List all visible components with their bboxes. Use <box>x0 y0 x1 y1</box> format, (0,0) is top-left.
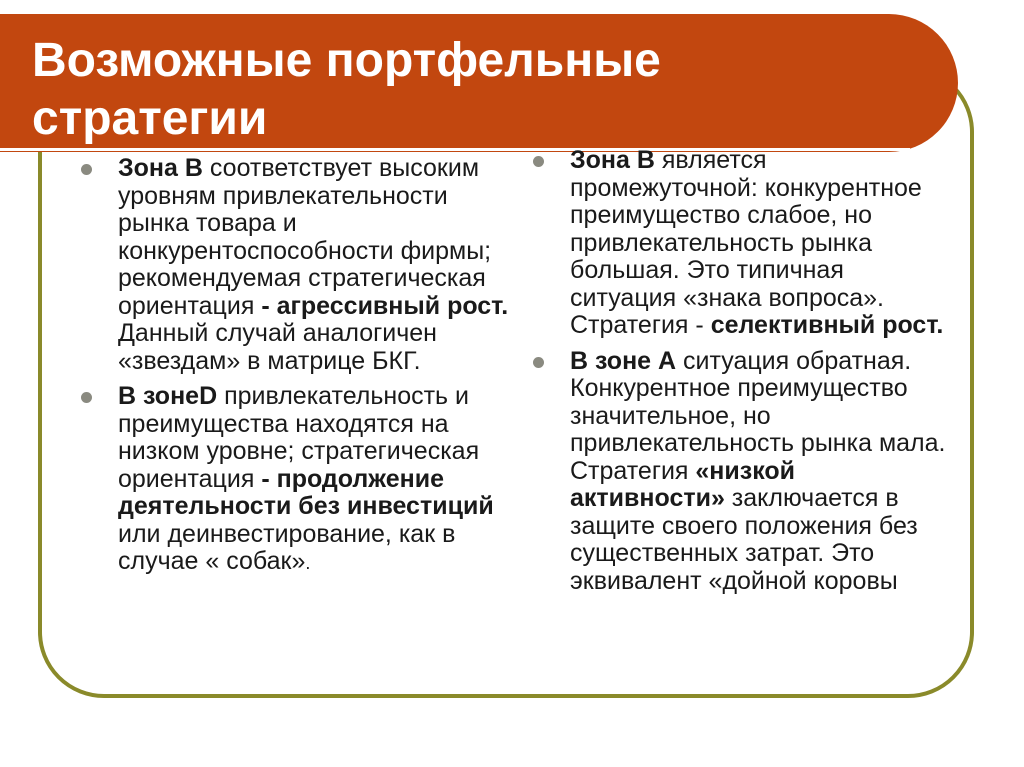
bullet-zone-b-right <box>532 147 952 340</box>
title-line-2: стратегии <box>32 92 268 145</box>
bullet-zone-d <box>80 383 510 578</box>
bullet-dot-icon <box>81 392 92 403</box>
bullet-text: является промежуточной: конкурентное преимущество слабое, но привлекательность рынка большая. Это типичная ситуация «знака вопроса». Стратегия - <box>570 146 922 339</box>
bullet-emphasis: селективный рост. <box>710 311 944 339</box>
title-bar <box>0 14 958 152</box>
left-column <box>80 155 510 586</box>
bullet-term: Зона В <box>570 146 655 174</box>
bullet-text: или деинвестирование, как в случае « собак» <box>118 519 456 575</box>
bullet-term: В зонеD <box>118 382 218 410</box>
bullet-term: В зоне А <box>570 346 677 375</box>
bullet-emphasis: «низкой активности» <box>570 456 796 512</box>
bullet-text: привлекательность и преимущества находятся на низком уровне; стратегическая ориентация <box>118 382 480 493</box>
bullet-text: соответствует высоким уровням привлекательности рынка товара и конкурентоспособности фирмы; рекомендуемая стратегическая ориентация <box>118 154 492 320</box>
bullet-emphasis: - агрессивный рост. <box>261 291 509 320</box>
slide-title <box>32 32 792 148</box>
bullet-emphasis: - продолжение деятельности без инвестиций <box>118 464 494 520</box>
bullet-term: Зона В <box>118 154 203 182</box>
bullet-dot-icon <box>533 357 544 368</box>
bullet-dot-icon <box>81 164 92 175</box>
bullet-zone-a <box>532 348 952 596</box>
title-line-1: Возможные портфельные <box>32 34 661 87</box>
right-column <box>532 147 952 603</box>
bullet-text-end: . <box>305 553 311 573</box>
bullet-zone-b-left <box>80 155 510 375</box>
bullet-text: Данный случай аналогичен «звездам» в матрице БКГ. <box>118 319 437 375</box>
bullet-text: заключается в защите своего положения без существенных затрат. Это эквивалент «дойной коровы <box>570 484 918 595</box>
bullet-dot-icon <box>533 156 544 167</box>
bullet-text: ситуация обратная. Конкурентное преимущество значительное, но привлекательность рынка мала. Стратегия <box>570 346 946 485</box>
